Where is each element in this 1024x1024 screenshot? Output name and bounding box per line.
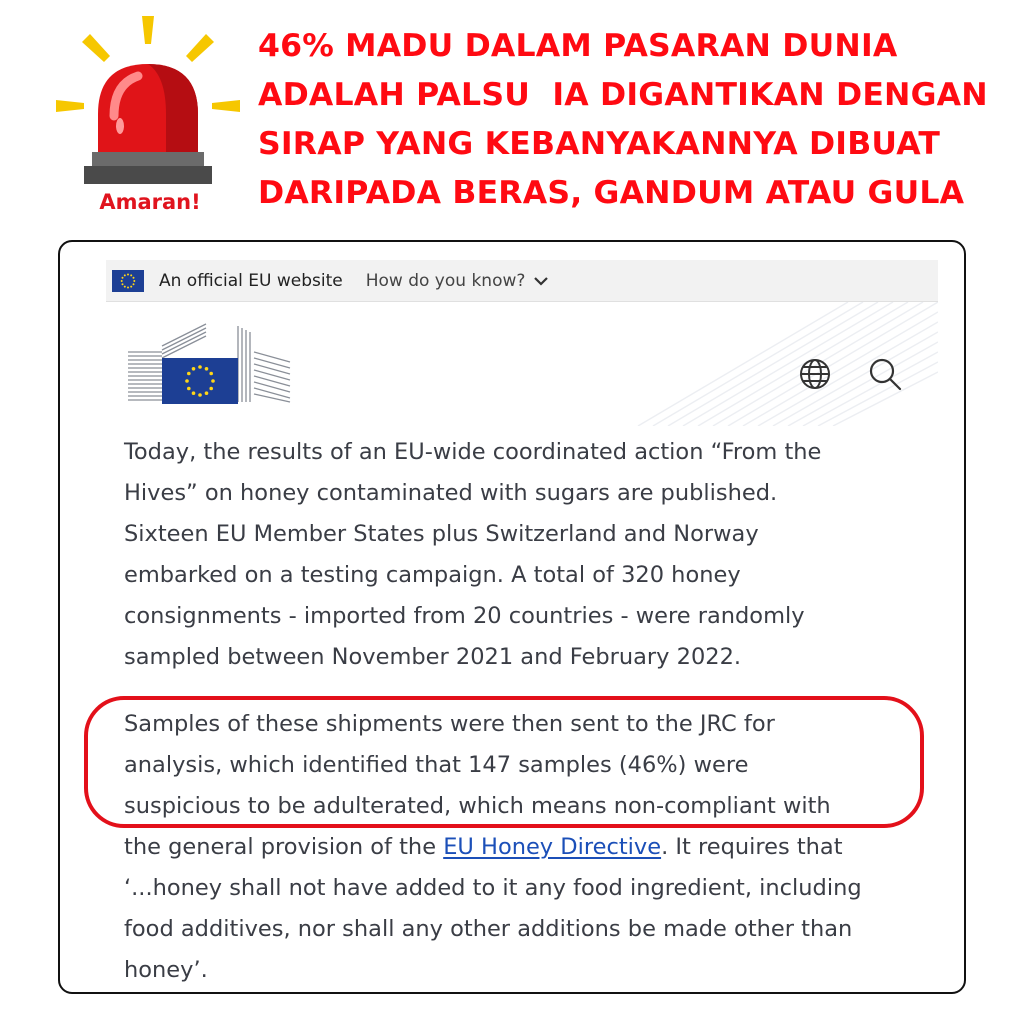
paragraph-line: analysis, which identified that 147 samples (46%) were xyxy=(124,752,749,778)
eu-official-bar xyxy=(106,260,938,302)
line-text: the general provision of the xyxy=(124,834,444,860)
paragraph-line: ‘...honey shall not have added to it any food ingredient, including xyxy=(124,875,862,901)
paragraph-line xyxy=(124,827,924,868)
paragraph-line: embarked on a testing campaign. A total of 320 honey xyxy=(124,562,741,588)
how-do-you-know-label: How do you know? xyxy=(365,270,526,291)
eu-flag-icon xyxy=(112,270,144,292)
highlight-ring xyxy=(84,696,924,828)
search-icon[interactable] xyxy=(868,357,902,391)
line-text: . It requires that xyxy=(661,834,843,860)
paragraph-line: suspicious to be adulterated, which means non-compliant with xyxy=(124,793,831,819)
headline-line: SIRAP YANG KEBANYAKANNYA DIBUAT xyxy=(258,126,941,162)
how-do-you-know-toggle[interactable] xyxy=(366,271,550,291)
siren-icon xyxy=(54,14,244,194)
eu-honey-directive-link[interactable]: EU Honey Directive xyxy=(443,834,662,860)
eu-website-screenshot xyxy=(58,240,966,994)
site-header xyxy=(106,302,938,426)
headline-line: 46% MADU DALAM PASARAN DUNIA xyxy=(258,28,898,64)
paragraph-line: food additives, nor shall any other additions be made other than xyxy=(124,916,853,942)
paragraph-line: Today, the results of an EU-wide coordinated action “From the xyxy=(124,439,822,465)
paragraph-line: Hives” on honey contaminated with sugars are published. xyxy=(124,480,778,506)
headline-line: DARIPADA BERAS, GANDUM ATAU GULA xyxy=(258,175,965,211)
chevron-down-icon xyxy=(533,276,549,286)
paragraph-line: Sixteen EU Member States plus Switzerland and Norway xyxy=(124,521,759,547)
globe-icon[interactable] xyxy=(798,357,832,391)
paragraph-line: sampled between November 2021 and February 2022. xyxy=(124,644,742,670)
article-paragraph-1 xyxy=(124,432,924,678)
paragraph-line: consignments - imported from 20 countries - were randomly xyxy=(124,603,805,629)
warning-headline xyxy=(258,22,1018,218)
european-commission-logo[interactable] xyxy=(126,322,296,406)
warning-siren xyxy=(54,14,244,224)
headline-line: ADALAH PALSU IA DIGANTIKAN DENGAN xyxy=(258,77,988,113)
warning-caption: Amaran! xyxy=(99,190,201,214)
paragraph-line: Samples of these shipments were then sent to the JRC for xyxy=(124,711,775,737)
official-website-label: An official EU website xyxy=(159,270,343,291)
paragraph-line: honey’. xyxy=(124,957,208,983)
